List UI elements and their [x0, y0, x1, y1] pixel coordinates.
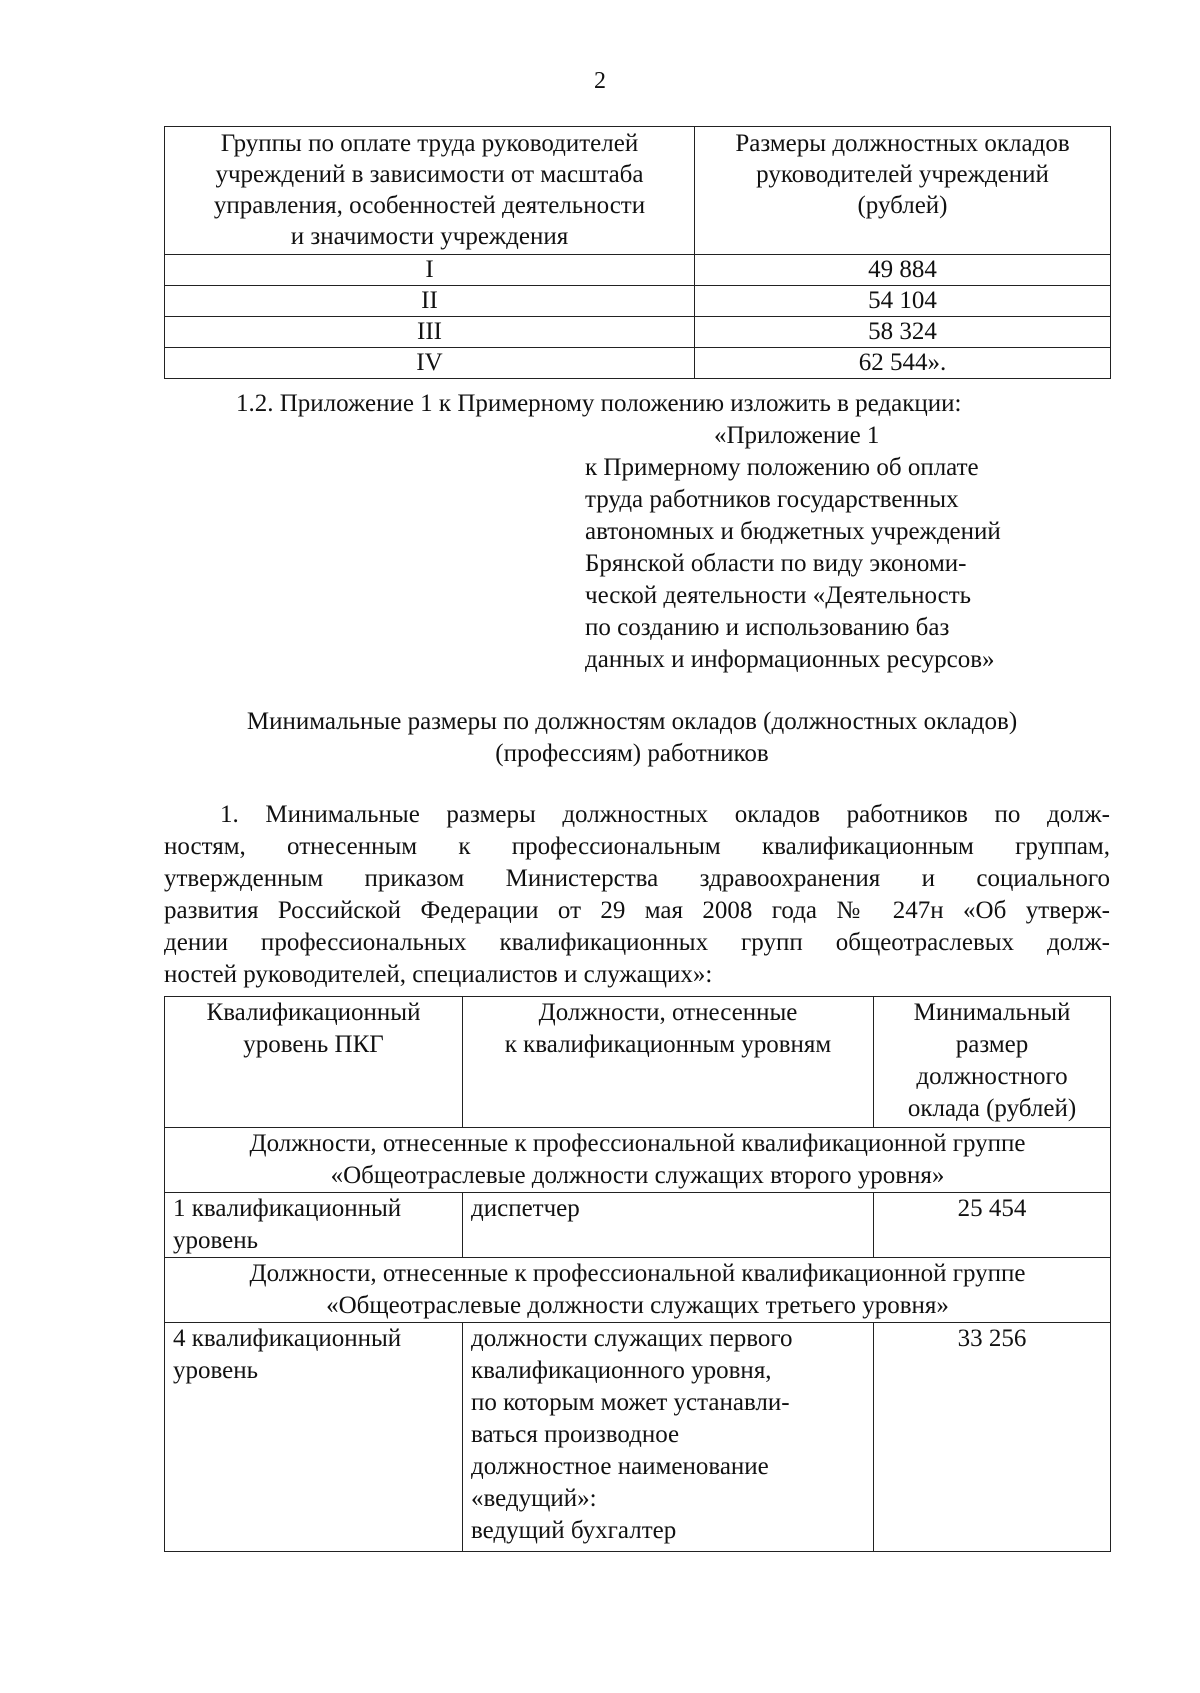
page-number: 2 — [594, 68, 606, 94]
table-group-row — [165, 1128, 1111, 1193]
table-row — [165, 1323, 1111, 1552]
appendix-title: «Приложение 1 — [714, 422, 880, 449]
qualification-levels-table — [164, 996, 1111, 1552]
paragraph-1: 1. Минимальные размеры должностных окладов работников по долж- ностям, отнесенным к профессиональным квалификационным группам, утвержденным приказом Министерства здравоохранения и социального развития Российской Федерации от 29 мая 2008 года № 247н «Об утверж- дении профессиональных квалификационных групп общеотраслевых долж- ностей руководителей, специалистов и служащих»: — [164, 801, 1110, 988]
item-1-2-text: 1.2. Приложение 1 к Примерному положению изложить в редакции: — [236, 390, 962, 417]
group-heading-third-level: Должности, отнесенные к профессиональной квалификационной группе «Общеотраслевые должности служащих третьего уровня» — [165, 1258, 1111, 1323]
groups-header-col1: Группы по оплате труда руководителей учреждений в зависимости от масштаба управления, особенностей деятельности и значимости учреждения — [165, 127, 695, 255]
table-row — [165, 1193, 1111, 1258]
group-heading-second-level: Должности, отнесенные к профессиональной квалификационной группе «Общеотраслевые должности служащих второго уровня» — [165, 1128, 1111, 1193]
group-cell: II — [165, 286, 695, 317]
salary-cell: 54 104 — [695, 286, 1111, 317]
salary-cell: 58 324 — [695, 317, 1111, 348]
level-cell: 1 квалификационный уровень — [165, 1193, 463, 1258]
table-row — [165, 348, 1111, 379]
salary-groups-table — [164, 126, 1111, 379]
table-row — [165, 286, 1111, 317]
salary-cell: 33 256 — [874, 1323, 1111, 1552]
appendix-caption: к Примерному положению об оплате труда работников государственных автономных и бюджетных учреждений Брянской области по виду экономи- ческой деятельности «Деятельность по созданию и использованию баз данных и информационных ресурсов» — [585, 454, 1001, 673]
position-cell: должности служащих первого квалификационного уровня, по которым может устанавли- ваться производное должностное наименование «ведущий»: ведущий бухгалтер — [463, 1323, 874, 1552]
group-cell: IV — [165, 348, 695, 379]
salary-cell: 62 544». — [695, 348, 1111, 379]
table-group-row — [165, 1258, 1111, 1323]
table-row — [165, 255, 1111, 286]
group-cell: I — [165, 255, 695, 286]
pkg-header-col3: Минимальный размер должностного оклада (рублей) — [874, 997, 1111, 1128]
salary-cell: 49 884 — [695, 255, 1111, 286]
salary-cell: 25 454 — [874, 1193, 1111, 1258]
pkg-header-col1: Квалификационный уровень ПКГ — [165, 997, 463, 1128]
level-cell: 4 квалификационный уровень — [165, 1323, 463, 1552]
groups-header-col2: Размеры должностных окладов руководителей учреждений (рублей) — [695, 127, 1111, 255]
section-heading: Минимальные размеры по должностям окладов (должностных окладов) (профессиям) работников — [246, 708, 1018, 767]
position-cell: диспетчер — [463, 1193, 874, 1258]
table-row — [165, 317, 1111, 348]
group-cell: III — [165, 317, 695, 348]
pkg-header-col2: Должности, отнесенные к квалификационным уровням — [463, 997, 874, 1128]
